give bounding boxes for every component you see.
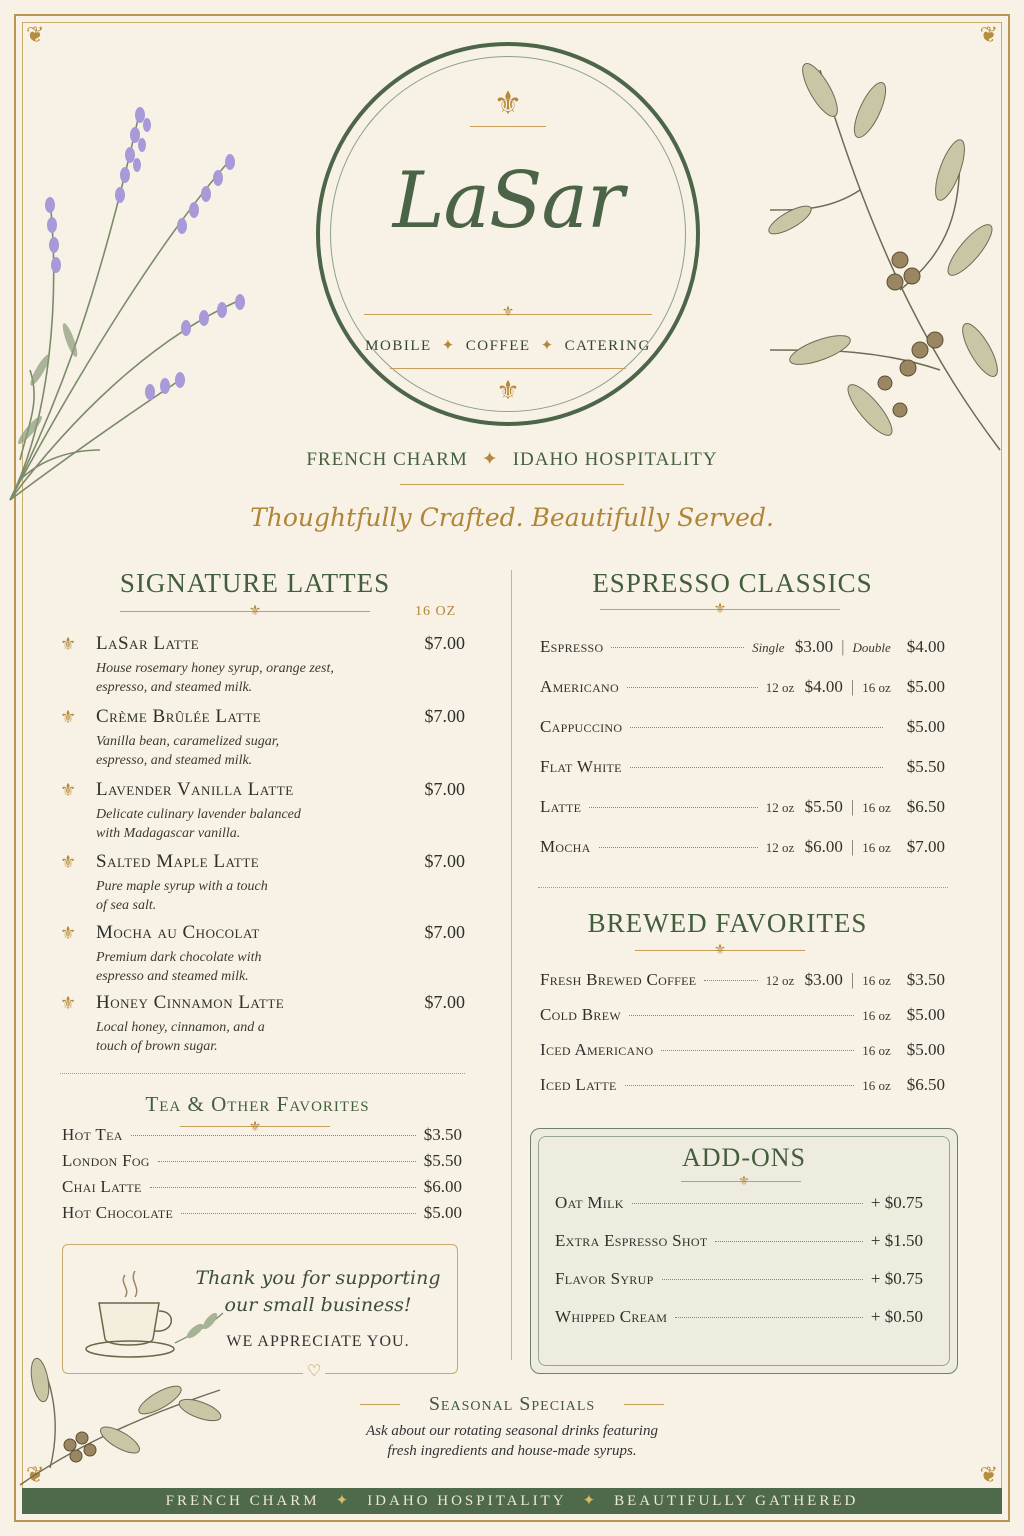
latte-item (60, 779, 465, 841)
addon-row (555, 1193, 923, 1213)
item-prices (862, 1075, 945, 1095)
description-line: espresso, and steamed milk. (96, 753, 253, 768)
column-divider (511, 570, 512, 1360)
description-line: touch of brown sugar. (96, 1039, 218, 1054)
latte-description (96, 732, 356, 770)
menu-row (540, 797, 945, 817)
item-price: + $1.50 (870, 1231, 923, 1250)
price: $6.50 (906, 1075, 945, 1094)
latte-description (96, 877, 356, 915)
size-label: 16 oz (862, 840, 891, 855)
description-line: Local honey, cinnamon, and a (96, 1020, 265, 1035)
description-line: House rosemary honey syrup, orange zest, (96, 661, 334, 676)
latte-price: $7.00 (424, 992, 465, 1012)
price: $5.00 (906, 717, 945, 736)
brand-name: LaSar (392, 156, 624, 246)
fleur-de-lis-icon: ⚜ (501, 305, 515, 320)
description-line: Delicate culinary lavender balanced (96, 807, 301, 822)
seasonal-title: Seasonal Specials (428, 1393, 596, 1415)
separator: | (850, 677, 855, 696)
latte-item (60, 851, 465, 913)
latte-name: Salted Maple Latte (96, 851, 260, 872)
signature-lattes-title: SIGNATURE LATTES (119, 568, 391, 598)
item-prices (766, 797, 945, 817)
latte-name: Mocha au Chocolat (96, 922, 260, 943)
size-label: 12 oz (765, 973, 795, 988)
addon-row (555, 1231, 923, 1251)
item-name: Hot Tea (62, 1125, 123, 1144)
tagline-top: FRENCH CHARM ✦ IDAHO HOSPITALITY (306, 449, 718, 470)
size-label: 16 oz (862, 680, 891, 695)
item-name: Flavor Syrup (555, 1269, 654, 1288)
tea-title: Tea & Other Favorites (145, 1092, 370, 1116)
item-name: Iced Americano (540, 1040, 654, 1059)
size-label: 16 OZ (415, 604, 457, 619)
item-name: Oat Milk (555, 1193, 624, 1212)
corner-flourish-icon: ❦ (979, 22, 998, 47)
brewed-title: BREWED FAVORITES (587, 908, 868, 938)
ornament-icon: ⚜ (248, 1120, 262, 1135)
menu-row (540, 970, 945, 990)
addons-title: ADD-ONS (682, 1143, 806, 1172)
description-line: espresso, and steamed milk. (96, 680, 253, 695)
item-name: Espresso (540, 637, 604, 656)
separator: | (850, 970, 855, 989)
fleur-de-lis-icon: ⚜ (60, 707, 77, 727)
footer-bar: FRENCH CHARM ✦ IDAHO HOSPITALITY ✦ BEAUTIFULLY GATHERED (22, 1488, 1002, 1514)
item-prices (891, 717, 945, 737)
dot-leader (150, 1187, 416, 1188)
latte-description (96, 1018, 356, 1056)
dot-leader (662, 1279, 863, 1280)
item-name: Flat White (540, 757, 622, 776)
tea-row (62, 1177, 462, 1197)
item-prices (766, 970, 945, 990)
item-name: Cold Brew (540, 1005, 621, 1024)
item-prices (862, 1040, 945, 1060)
item-name: Mocha (540, 837, 591, 856)
thanks-line-2: our small business! (224, 1294, 412, 1316)
dot-leader (715, 1241, 862, 1242)
item-prices (766, 677, 945, 697)
ornament-icon: ⚜ (248, 604, 262, 619)
item-price: + $0.75 (870, 1193, 923, 1212)
ornament-icon: ⚜ (713, 943, 727, 958)
dot-leader (627, 687, 758, 688)
latte-description (96, 659, 356, 697)
size-label: 12 oz (765, 680, 795, 695)
item-price: + $0.50 (870, 1307, 923, 1326)
price: $5.00 (906, 1040, 945, 1059)
dot-leader (589, 807, 758, 808)
separator: | (850, 837, 855, 856)
latte-item (60, 706, 465, 768)
price: $3.00 (794, 637, 834, 656)
coffee-branch-illustration (760, 50, 1010, 460)
dot-leader (630, 767, 883, 768)
item-prices (752, 637, 945, 657)
coffee-branch-illustration (10, 1350, 230, 1490)
price: $4.00 (804, 677, 843, 696)
description-line: Premium dark chocolate with (96, 950, 262, 965)
corner-flourish-icon: ❦ (979, 1462, 998, 1487)
dot-leader (704, 980, 757, 981)
latte-item (60, 922, 465, 984)
separator: | (850, 797, 855, 816)
item-prices (766, 837, 945, 857)
fleur-de-lis-icon: ⚜ (60, 634, 77, 654)
item-name: Latte (540, 797, 582, 816)
latte-price: $7.00 (424, 633, 465, 653)
tagline-script: Thoughtfully Crafted. Beautifully Served. (250, 503, 774, 532)
description-line: with Madagascar vanilla. (96, 826, 241, 841)
size-label: 16 oz (862, 973, 891, 988)
corner-flourish-icon: ❦ (26, 1462, 45, 1487)
thanks-line-3: WE APPRECIATE YOU. (226, 1333, 410, 1350)
price: $4.00 (906, 637, 945, 656)
description-line: Pure maple syrup with a touch (96, 879, 268, 894)
dot-leader (131, 1135, 416, 1136)
menu-row (540, 677, 945, 697)
item-name: Hot Chocolate (62, 1203, 174, 1222)
latte-name: LaSar Latte (96, 633, 200, 654)
fleur-de-lis-icon: ⚜ (60, 993, 77, 1013)
description-line: Vanilla bean, caramelized sugar, (96, 734, 280, 749)
latte-description (96, 805, 356, 843)
dot-leader (629, 1015, 854, 1016)
size-label: 16 oz (862, 800, 891, 815)
menu-row (540, 1040, 945, 1060)
latte-name: Honey Cinnamon Latte (96, 992, 285, 1013)
price: $3.50 (906, 970, 945, 989)
ornament-icon: ⚜ (713, 602, 727, 617)
price: $5.00 (906, 677, 945, 696)
latte-price: $7.00 (424, 922, 465, 942)
thanks-line-1: Thank you for supporting (195, 1267, 441, 1289)
heart-icon: ♡ (303, 1361, 325, 1381)
item-name: Whipped Cream (555, 1307, 668, 1326)
price: $5.50 (906, 757, 945, 776)
price: $5.00 (906, 1005, 945, 1024)
latte-item (60, 992, 465, 1054)
price: $5.50 (804, 797, 843, 816)
latte-name: Crème Brûlée Latte (96, 706, 262, 727)
corner-flourish-icon: ❦ (26, 22, 45, 47)
fleur-de-lis-icon: ⚜ (496, 376, 520, 405)
size-label: 16 oz (862, 1043, 891, 1058)
item-name: Cappuccino (540, 717, 623, 736)
dot-leader (630, 727, 882, 728)
espresso-title: ESPRESSO CLASSICS (592, 568, 873, 598)
menu-row (540, 637, 945, 657)
item-name: Americano (540, 677, 619, 696)
item-name: Fresh Brewed Coffee (540, 970, 697, 989)
tea-row (62, 1125, 462, 1145)
menu-row (540, 757, 945, 777)
latte-item (60, 633, 465, 695)
dot-leader (611, 647, 744, 648)
fleur-de-lis-icon: ⚜ (60, 780, 77, 800)
tea-row (62, 1151, 462, 1171)
tea-row (62, 1203, 462, 1223)
price: $7.00 (906, 837, 945, 856)
size-label: 12 oz (765, 840, 795, 855)
latte-name: Lavender Vanilla Latte (96, 779, 294, 800)
latte-price: $7.00 (424, 851, 465, 871)
dot-leader (632, 1203, 863, 1204)
dot-leader (158, 1161, 416, 1162)
item-price: $6.00 (423, 1177, 462, 1196)
item-price: $3.50 (423, 1125, 462, 1144)
size-label: 16 oz (862, 1008, 891, 1023)
item-name: Iced Latte (540, 1075, 617, 1094)
dot-leader (599, 847, 758, 848)
menu-row (540, 1075, 945, 1095)
description-line: of sea salt. (96, 898, 157, 913)
dot-leader (625, 1085, 855, 1086)
item-prices (862, 1005, 945, 1025)
dot-leader (675, 1317, 863, 1318)
item-prices (891, 757, 945, 777)
item-name: Chai Latte (62, 1177, 142, 1196)
description-line: espresso and steamed milk. (96, 969, 249, 984)
price: $3.00 (804, 970, 843, 989)
dot-leader (661, 1050, 854, 1051)
size-label: Double (852, 640, 891, 655)
latte-price: $7.00 (424, 706, 465, 726)
seasonal-description: Ask about our rotating seasonal drinks featuring fresh ingredients and house-made syrups. (366, 1423, 658, 1459)
fleur-de-lis-icon: ⚜ (60, 852, 77, 872)
price: $6.50 (906, 797, 945, 816)
dot-leader (181, 1213, 416, 1214)
lavender-illustration (0, 40, 270, 510)
item-name: London Fog (62, 1151, 150, 1170)
menu-row (540, 717, 945, 737)
logo-badge (316, 42, 700, 426)
fleur-de-lis-icon: ⚜ (493, 85, 523, 121)
ornament-icon: ⚜ (738, 1173, 750, 1188)
brand-services: MOBILE ✦ COFFEE ✦ CATERING (365, 338, 651, 354)
addon-row (555, 1307, 923, 1327)
size-label: 16 oz (862, 1078, 891, 1093)
fleur-de-lis-icon: ⚜ (60, 923, 77, 943)
menu-row (540, 1005, 945, 1025)
size-label: 12 oz (765, 800, 795, 815)
item-price: + $0.75 (870, 1269, 923, 1288)
addon-row (555, 1269, 923, 1289)
price: $6.00 (804, 837, 843, 856)
size-label: Single (752, 640, 785, 655)
item-price: $5.00 (423, 1203, 462, 1222)
menu-row (540, 837, 945, 857)
addons-box (530, 1128, 958, 1374)
item-name: Extra Espresso Shot (555, 1231, 708, 1250)
separator: | (841, 637, 845, 656)
item-price: $5.50 (423, 1151, 462, 1170)
latte-description (96, 948, 356, 986)
latte-price: $7.00 (424, 779, 465, 799)
